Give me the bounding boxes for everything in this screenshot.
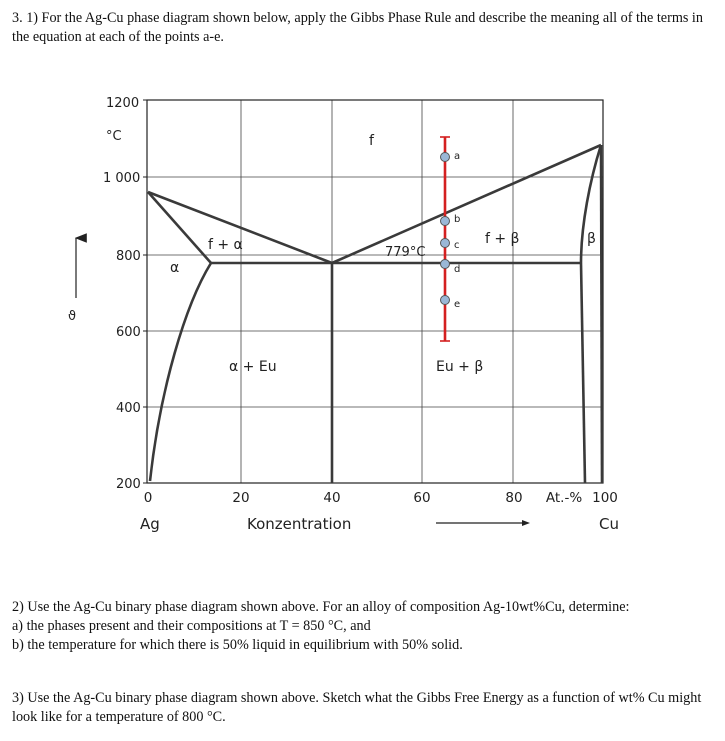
y-tick-1000: 1 000 <box>103 171 141 186</box>
y-unit: °C <box>106 129 122 144</box>
point-d <box>441 260 450 269</box>
region-eutectic-beta: Eu + β <box>436 359 484 375</box>
ag-cu-phase-diagram <box>0 80 725 560</box>
x-tick-100: 100 <box>592 490 618 506</box>
region-liquid-beta: f + β <box>485 231 520 247</box>
point-a <box>441 153 450 162</box>
point-label-a: a <box>454 151 461 162</box>
y-tick-800: 800 <box>116 249 141 264</box>
y-tick-200: 200 <box>116 477 141 492</box>
x-tick-0: 0 <box>143 490 153 506</box>
x-tick-80: 80 <box>505 490 523 506</box>
solidus-left <box>148 192 211 263</box>
point-label-b: b <box>454 214 461 225</box>
y-tick-400: 400 <box>116 401 141 416</box>
point-b <box>441 217 450 226</box>
right-element-label: Cu <box>599 515 619 533</box>
question-2 <box>12 598 712 655</box>
left-element-label: Ag <box>140 515 160 533</box>
point-label-d: d <box>454 264 461 275</box>
liquidus-right <box>332 145 601 263</box>
y-tick-1200: 1200 <box>106 96 140 111</box>
region-alpha: α <box>170 260 180 276</box>
beta-right <box>601 145 602 483</box>
x-unit-label: At.-% <box>545 490 583 506</box>
region-alpha-eutectic: α + Eu <box>229 359 277 375</box>
point-label-c: c <box>454 240 460 251</box>
point-c <box>441 239 450 248</box>
question-3-text: 3) Use the Ag-Cu binary phase diagram shown above. Sketch what the Gibbs Free Energy as a function of wt% Cu might look like for a temperature of 800 °C. <box>12 690 702 725</box>
question-2b-text: b) the temperature for which there is 50% liquid in equilibrium with 50% solid. <box>12 637 463 653</box>
region-liquid-alpha: f + α <box>208 237 243 253</box>
phase-boundaries <box>148 145 602 483</box>
question-2a-text: a) the phases present and their compositions at T = 850 °C, and <box>12 618 371 634</box>
solvus-left <box>150 263 211 481</box>
x-tick-60: 60 <box>413 490 431 506</box>
region-liquid: f <box>369 133 374 149</box>
x-tick-20: 20 <box>232 490 250 506</box>
y-tick-600: 600 <box>116 325 141 340</box>
grid <box>147 100 603 483</box>
point-label-e: e <box>454 299 461 310</box>
question-1-text: 3. 1) For the Ag-Cu phase diagram shown below, apply the Gibbs Phase Rule and describe the meaning all of the terms in the equation at each of the points a-e. <box>12 10 703 45</box>
question-2-text: 2) Use the Ag-Cu binary phase diagram shown above. For an alloy of composition Ag-10wt%Cu, determine: <box>12 599 630 615</box>
plot-frame <box>147 100 603 483</box>
point-e <box>441 296 450 305</box>
x-axis-label: Konzentration <box>247 515 352 533</box>
x-tick-40: 40 <box>323 490 341 506</box>
eutectic-temperature-label: 779°C <box>385 245 426 260</box>
region-beta: β <box>587 231 596 247</box>
solvus-right <box>581 263 585 483</box>
y-axis-symbol: ϑ <box>68 309 77 324</box>
